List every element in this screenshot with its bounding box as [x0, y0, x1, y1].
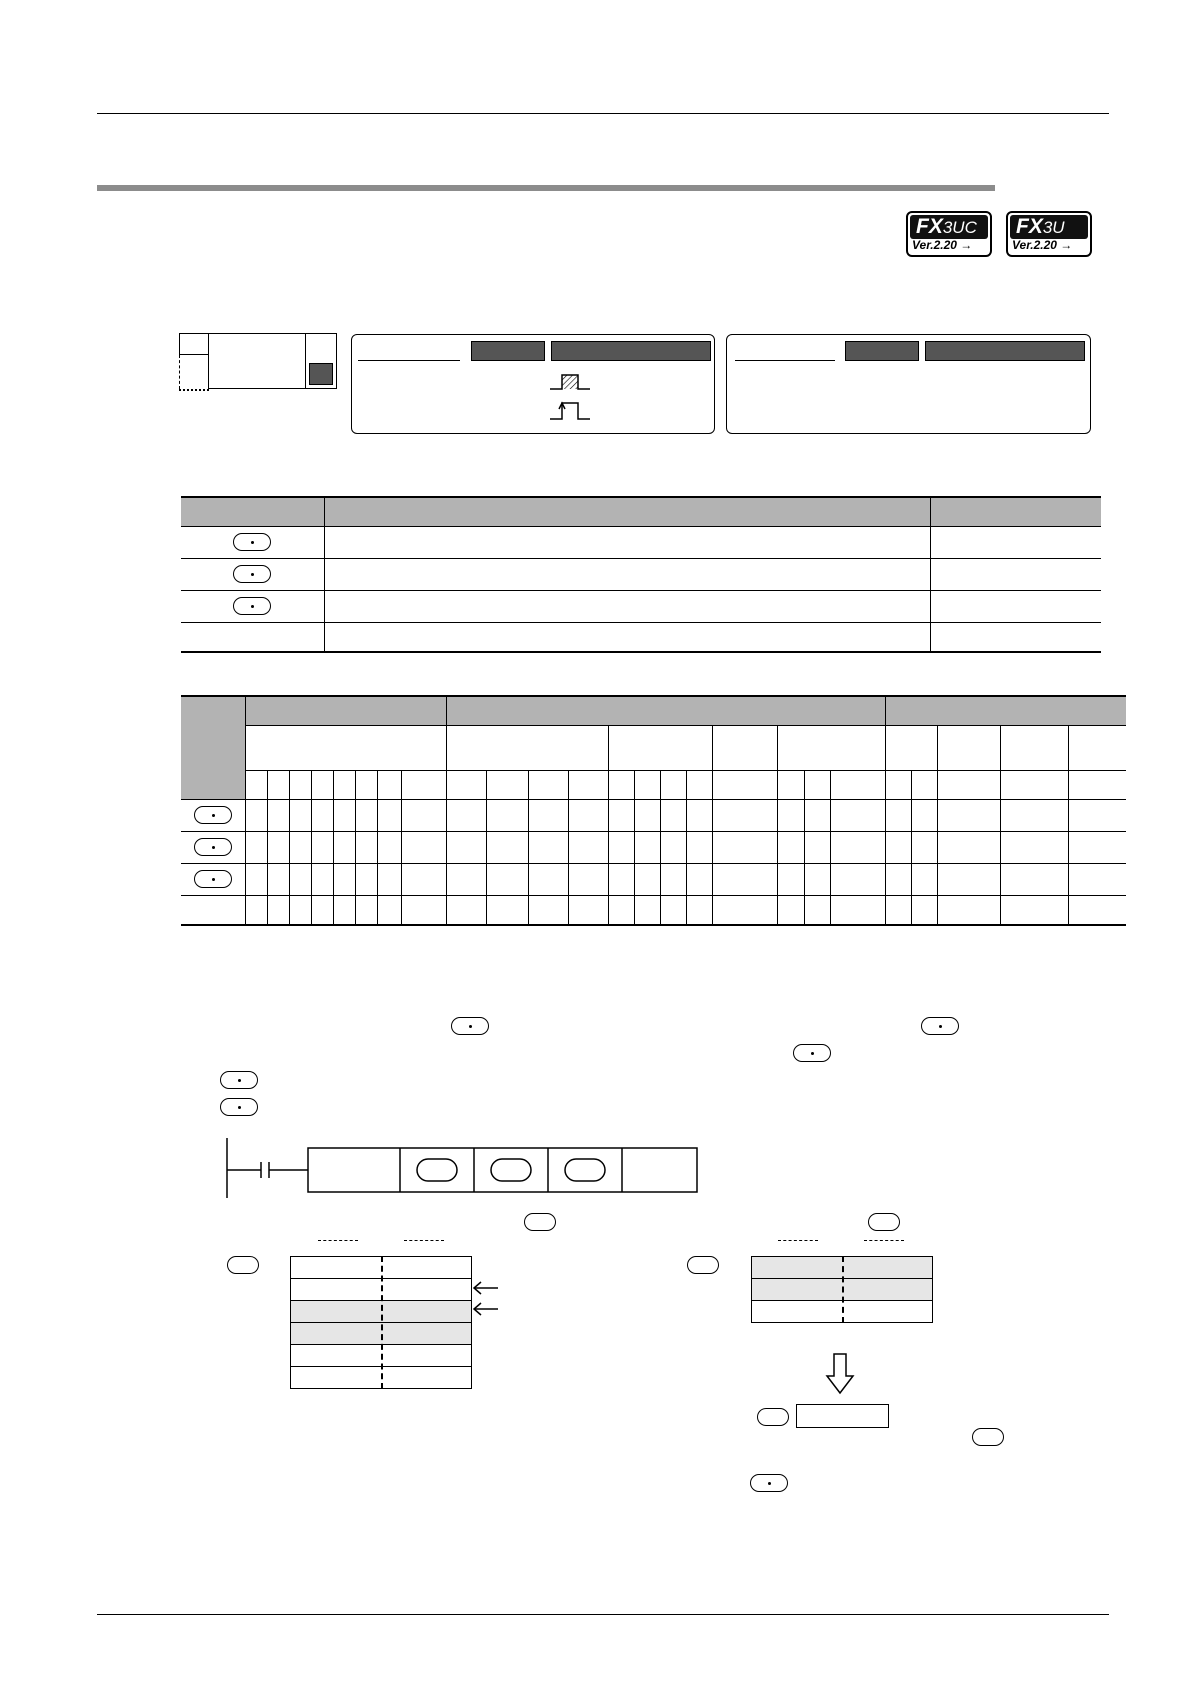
- table-row: [181, 800, 1126, 832]
- operand-pill-small: [524, 1213, 556, 1231]
- byte-divider: [381, 1256, 383, 1389]
- byte-label-dash: [404, 1240, 444, 1241]
- instruction-box-marker: [309, 363, 333, 385]
- table-row: [181, 864, 1126, 896]
- header-rule: [97, 113, 1109, 114]
- badge-model-prefix: FX: [916, 215, 943, 238]
- table-row: [181, 896, 1126, 926]
- left-arrow-icon: [472, 1277, 500, 1317]
- operand-pill-small: [687, 1256, 719, 1274]
- device-group-header: [181, 696, 1126, 726]
- badge-version: Ver.2.20 →: [912, 238, 986, 253]
- inline-operand-pill: [220, 1071, 258, 1089]
- badge-version: Ver.2.20 →: [1012, 238, 1086, 253]
- panel-dark-bar: [845, 341, 919, 361]
- result-cell: [796, 1404, 889, 1428]
- inline-operand-pill: [793, 1044, 831, 1062]
- operand-pill: [233, 597, 271, 615]
- badge-model-suffix: 3UC: [942, 218, 977, 237]
- operand-pill: [233, 533, 271, 551]
- device-subgroup-row: [181, 726, 1126, 771]
- table-row: [181, 591, 1101, 623]
- inline-operand-pill: [220, 1098, 258, 1116]
- badge-model-prefix: FX: [1016, 215, 1043, 238]
- instruction-box: [179, 333, 337, 389]
- operand-pill: [194, 806, 232, 824]
- operand-pill-small: [757, 1408, 789, 1426]
- footer-rule: [97, 1614, 1109, 1615]
- table-row: [181, 559, 1101, 591]
- section-heading-bar: [97, 185, 995, 191]
- operation-panel: [351, 334, 715, 434]
- byte-label-dash: [864, 1240, 904, 1241]
- badge-fx3u: [1006, 211, 1092, 257]
- instruction-box-corner: [179, 333, 209, 355]
- panel-label-rule: [735, 360, 835, 361]
- inline-operand-pill: [451, 1017, 489, 1035]
- inline-operand-pill: [921, 1017, 959, 1035]
- down-arrow-icon: [825, 1352, 855, 1396]
- panel-dark-bar-wide: [551, 341, 711, 361]
- instruction-box-main: [208, 333, 306, 389]
- operand-panel: [726, 334, 1091, 434]
- byte-divider: [842, 1256, 844, 1323]
- table-header-row: [181, 497, 1101, 527]
- operand-pill-small: [227, 1256, 259, 1274]
- byte-label-dash: [778, 1240, 818, 1241]
- device-name-row: [181, 771, 1126, 800]
- operand-pill: [194, 870, 232, 888]
- instruction-box-dashed: [179, 355, 180, 389]
- badge-fx3uc: [906, 211, 992, 257]
- operand-pill: [194, 838, 232, 856]
- operand-description-table: [181, 496, 1101, 653]
- panel-dark-bar: [471, 341, 545, 361]
- byte-label-dash: [318, 1240, 358, 1241]
- instruction-box-dotted: [179, 389, 209, 391]
- table-row: [181, 527, 1101, 559]
- table-row: [181, 623, 1101, 653]
- operand-pill-small: [972, 1428, 1004, 1446]
- applicable-devices-table: [181, 695, 1126, 926]
- table-row: [181, 832, 1126, 864]
- panel-dark-bar-wide: [925, 341, 1085, 361]
- operand-pill: [233, 565, 271, 583]
- inline-operand-pill: [750, 1474, 788, 1492]
- ladder-diagram: [222, 1138, 702, 1202]
- panel-label-rule: [358, 360, 460, 361]
- operand-pill-small: [868, 1213, 900, 1231]
- pulse-execution-icon: [548, 371, 598, 423]
- badge-model-suffix: 3U: [1042, 218, 1065, 237]
